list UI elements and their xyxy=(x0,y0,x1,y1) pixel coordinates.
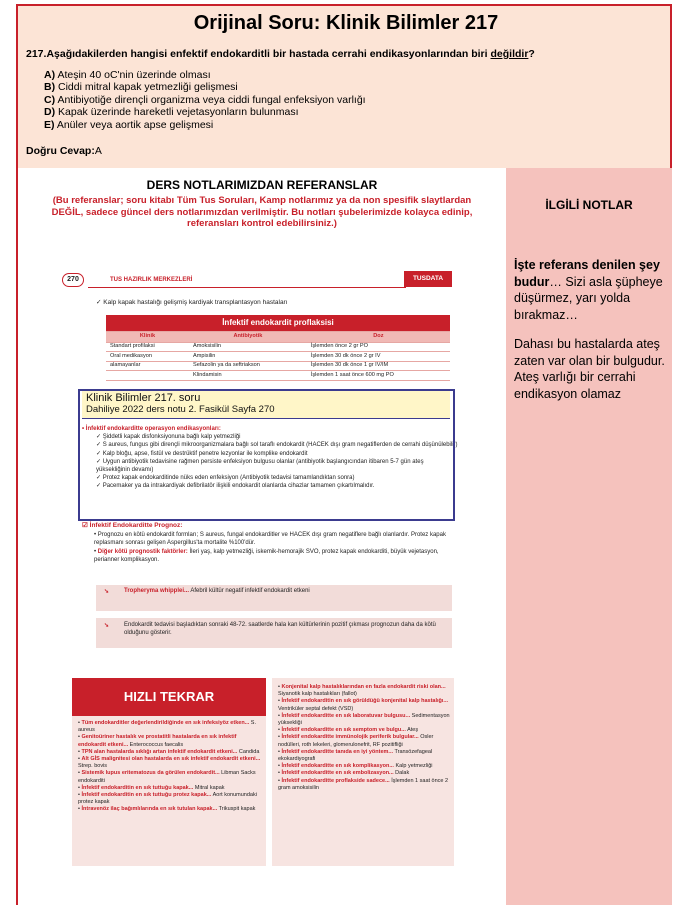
list-item-text: Şiddetli kapak disfonksiyonuna bağlı kalp yetmezliği xyxy=(102,434,241,441)
operation-heading: • İnfektif endokarditte operasyon endikasyonları: xyxy=(82,426,221,432)
option-text: Ciddi mitral kapak yetmezliği gelişmesi xyxy=(58,81,238,94)
answer-label: Doğru Cevap: xyxy=(26,145,95,157)
list-item-answer: Kalp yetmezliği xyxy=(395,763,433,770)
prognosis-heading-text: İnfektif Endokarditte Prognoz: xyxy=(89,522,183,529)
table-cell: İşlemden 30 dk önce 1 gr IV/IM xyxy=(307,361,450,371)
list-item-answer: Mitral kapak xyxy=(194,784,225,791)
info-box xyxy=(96,618,452,648)
references-note: (Bu referanslar; soru kitabı Tüm Tus Soruları, Kamp notlarımız ya da non spesifik slaytlardan DEĞİL, sadece güncel ders notlarımızdan verilmiştir. Bu notları şubelerimizde kolayca edinip, referansları kontrol edebilirsiniz.) xyxy=(51,195,473,229)
list-item-question: İnfektif endokarditte en sık semptom ve bulgu... xyxy=(281,727,406,734)
table-header: Klinik xyxy=(106,331,189,342)
related-notes-paragraph-2: Dahası bu hastalarda ateş zaten var olan bir bulgudur. Ateş varlığı bir cerrahi endikasyon olamaz xyxy=(514,337,665,401)
list-item-answer: Transözefageal ekokardiyografi xyxy=(278,748,433,763)
option-text: Kapak üzerinde hareketli vejetasyonların bulunması xyxy=(58,106,299,119)
table-cell: İşlemden önce 2 gr PO xyxy=(307,342,450,352)
list-item: • TPN alan hastalarda sıklığı artan infektif endokardit etkeni... Candida xyxy=(78,748,260,755)
list-item-text: Protez kapak endokarditinde nüks eden enfeksiyon (Antibiyotik tedavisi tamamlandıktan sonra) xyxy=(102,475,355,482)
option-text: Antibiyotiğe dirençli organizma veya ciddi fungal enfeksiyon varlığı xyxy=(57,93,366,106)
info-box-text: Endokardit tedavisi başladıktan sonraki 48-72. saatlerde hala kan kültürlerinin pozitif çıkması prognozun daha da kötü olduğunu gösterir. xyxy=(124,622,436,636)
list-item-text: S aureus, fungus gibi dirençli mikroorganizmalara bağlı sol taraflı endokardit (HACEK dışı gram negatiflerden de cerrahi düşünülebilir) xyxy=(102,442,458,449)
reference-label xyxy=(82,391,450,419)
list-item: • İnfektif endokarditin en sık tuttuğu protez kapak... Aort konumundaki protez kapak xyxy=(78,792,257,806)
table-header-row xyxy=(106,331,450,342)
list-item-question: İnfektif endokarditte proflakside sadece... xyxy=(281,777,390,784)
list-item: • İnfektif endokarditte proflakside sadece... İşlemden 1 saat önce 2 gram amoksisilin xyxy=(278,777,449,791)
table-cell: Sefazolin ya da seftriakson xyxy=(189,361,307,371)
list-item-question: Sistemik lupus eritematozus da görülen endokardit... xyxy=(81,770,220,777)
quick-review-left xyxy=(72,678,266,866)
list-item-question: Tüm endokarditler değerlendirildiğinde en sık infeksiyöz etken... xyxy=(81,720,250,726)
book-header xyxy=(62,271,456,289)
list-item: • İntravenöz ilaç bağımlılarında en sık tutulan kapak... Trikuspit kapak xyxy=(78,806,256,813)
info-box-text: Afebril kültür negatif infektif endokardit etkeni xyxy=(190,588,310,594)
list-item-text: İleri yaş, kalp yetmezliği, iskemik-hemorajik SVO, protez kapak endokarditi, büyük vejetasyon, perianner komplikasyon. xyxy=(94,548,439,563)
arrow-icon: ➘ xyxy=(104,623,110,629)
table-cell: alamayanlar xyxy=(106,361,189,371)
list-item-answer: Ateş xyxy=(407,727,419,734)
related-notes-title: İLGİLİ NOTLAR xyxy=(545,198,633,212)
list-item: • Alt GİS malignitesi olan hastalarda en sık infektif endokardit etkeni... Strep. bovis xyxy=(78,756,261,770)
book-bullet-line: ✓ Kalp kapak hastalığı gelişmiş kardiyak transplantasyon hastaları xyxy=(96,299,288,306)
table-cell: Standart profilaksi xyxy=(106,342,189,352)
answer-value: A xyxy=(94,145,102,157)
header-divider xyxy=(88,287,406,288)
list-item-answer: Candida xyxy=(238,748,260,755)
list-item: • Konjenital kalp hastalıklarından en fazla endokardit riski olan... Siyanotik kalp hastalıkları (fallot) xyxy=(278,684,446,698)
list-item-answer: Trikuspit kapak xyxy=(218,806,256,813)
arrow-icon: ➘ xyxy=(104,589,110,595)
list-item-question: Genitoüriner hastalık ve prostatitli hastalarda en sık infektif endokardit etkeni... xyxy=(78,734,237,748)
list-item: • Tüm endokarditler değerlendirildiğinde en sık infeksiyöz etken... S. aureus xyxy=(78,720,256,734)
question-stem-text: Aşağıdakilerden hangisi enfektif endokarditli bir hastada cerrahi endikasyonlarından biri xyxy=(46,48,488,60)
list-item-text: Pacemaker ya da intrakardiyak defibrilatör ilişkili endokardit olanlarda cihazlar tamamen çıkartılmalıdır. xyxy=(102,483,375,490)
question-title: Orijinal Soru: Klinik Bilimler 217 xyxy=(193,12,499,34)
list-item: ✓ Uygun antibiyotik tedavisine rağmen persiste enfeksiyon bulgusu olanlar (antibiyotik başlangıcından itibaren 5-7 gün ateş yüksekliğinin devamı) xyxy=(96,458,424,474)
table-cell xyxy=(106,371,189,381)
table-row xyxy=(106,342,450,352)
list-item: ✓ S aureus, fungus gibi dirençli mikroorganizmalara bağlı sol taraflı endokardit (HACEK dışı gram negatiflerden de cerrahi düşünülebilir) xyxy=(96,442,458,449)
reference-label-line-1: Klinik Bilimler 217. soru xyxy=(86,392,201,404)
list-item: • İnfektif endokarditte immünolojik periferik bulgular... Osler nodülleri, roth lekeleri, glomerulonefrit, RF pozitifliği xyxy=(278,734,434,748)
related-notes-pane xyxy=(506,168,672,905)
list-item-answer: Ventriküler septal defekt (VSD) xyxy=(278,705,354,712)
list-item: • İnfektif endokarditte tanıda en iyi yöntem... Transözefageal ekokardiyografi xyxy=(278,748,433,763)
prognosis-heading: ☑ İnfektif Endokarditte Prognoz: xyxy=(82,522,183,529)
list-item: ✓ Pacemaker ya da intrakardiyak defibrilatör ilişkili endokardit olanlarda cihazlar tamamen çıkartılmalıdır. xyxy=(96,483,375,490)
list-item: • Diğer kötü prognostik faktörler: İleri yaş, kalp yetmezliği, iskemik-hemorajik SVO, protez kapak endokarditi, büyük vejetasyon, perianner komplikasyon. xyxy=(94,548,439,563)
list-item-question: İnfektif endokarditin en sık tuttuğu kapak... xyxy=(81,784,194,791)
reference-highlight-box xyxy=(78,389,455,521)
prophylaxis-table xyxy=(106,315,450,381)
list-item-question: İnfektif endokarditte en sık laboratuvar bulgusu... xyxy=(281,712,411,719)
table-caption: İnfektif endokardit proflaksisi xyxy=(106,315,450,331)
list-item-question: İnfektif endokarditte tanıda en iyi yöntem... xyxy=(281,748,394,755)
list-item-question: İnfektif endokarditin en sık görüldüğü konjenital kalp hastalığı... xyxy=(281,698,449,705)
question-stem-end: ? xyxy=(528,48,535,60)
option-letter: C) xyxy=(44,93,56,106)
list-item-answer: Enterococcus faecalis xyxy=(129,741,184,748)
list-item: • İnfektif endokarditte en sık embolizasyon... Dalak xyxy=(278,770,410,777)
list-item: • Prognozu en kötü endokardit formları; S aureus, fungal endokarditler ve HACEK dışı gram negatiflere bağlı olanlardır. Protez kapak replasmanı sonrası gelişen Aspergillus'ta mortalite %100'dür. xyxy=(94,531,446,546)
list-item: • İnfektif endokarditin en sık tuttuğu kapak... Mitral kapak xyxy=(78,784,225,791)
tusdata-logo: TUSDATA xyxy=(404,271,452,287)
list-item-answer: Siyanotik kalp hastalıkları (fallot) xyxy=(278,691,357,698)
list-item: • Genitoüriner hastalık ve prostatitli hastalarda en sık infektif endokardit etkeni... Enterococcus faecalis xyxy=(78,734,237,748)
quick-review-list xyxy=(78,720,262,814)
list-item: • Sistemik lupus eritematozus da görülen endokardit... Libman Sacks endokarditi xyxy=(78,770,256,784)
list-item-answer: Sedimentasyon yüksekliği xyxy=(278,712,450,727)
table-row xyxy=(106,361,450,371)
list-item-answer: Strep. bovis xyxy=(78,763,108,770)
quick-review-title: HIZLI TEKRAR xyxy=(72,678,266,716)
book-page-image xyxy=(60,267,460,867)
list-item-answer: S. aureus xyxy=(78,720,256,734)
book-header-title: TUS HAZIRLIK MERKEZLERİ xyxy=(110,277,193,283)
option-letter: E) xyxy=(44,118,55,131)
info-box-label: Tropheryma whipplei... xyxy=(124,588,190,594)
info-box xyxy=(96,585,452,611)
option-letter: B) xyxy=(44,81,56,94)
option-c xyxy=(44,94,366,106)
option-a xyxy=(44,69,366,81)
option-b xyxy=(44,81,366,93)
table-row xyxy=(106,371,450,381)
table-cell: İşlemden 1 saat önce 600 mg PO xyxy=(307,371,450,381)
table-cell: Ampisilin xyxy=(189,352,307,362)
option-letter: A) xyxy=(44,69,56,81)
table-cell: Klindamisin xyxy=(189,371,307,381)
option-text: Anüler veya aortik apse gelişmesi xyxy=(56,118,214,131)
page-number: 270 xyxy=(62,273,84,287)
list-item-question: Alt GİS malignitesi olan hastalarda en sık infektif endokardit etkeni... xyxy=(81,756,261,763)
question-number: 217. xyxy=(26,48,47,60)
list-item: • İnfektif endokarditte en sık laboratuvar bulgusu... Sedimentasyon yüksekliği xyxy=(278,712,450,727)
related-notes-bold: İşte referans denilen şey budur xyxy=(514,258,660,289)
option-d xyxy=(44,106,366,118)
book-bullet-text: Kalp kapak hastalığı gelişmiş kardiyak transplantasyon hastaları xyxy=(103,299,288,306)
question-stem-emphasis: değildir xyxy=(490,48,529,60)
table-cell: İşlemden 30 dk önce 2 gr IV xyxy=(307,352,450,362)
list-item-answer: Osler nodülleri, roth lekeleri, glomerulonefrit, RF pozitifliği xyxy=(278,734,434,748)
option-letter: D) xyxy=(44,106,56,119)
question-stem xyxy=(26,48,666,60)
option-e xyxy=(44,119,366,131)
quick-review-right xyxy=(272,678,454,866)
list-item-question: İnfektif endokarditte en sık komplikasyon... xyxy=(281,763,394,770)
list-item-answer: Libman Sacks endokarditi xyxy=(78,770,256,784)
table-row xyxy=(106,352,450,362)
list-item-question: TPN alan hastalarda sıklığı artan infektif endokardit etkeni... xyxy=(81,748,238,755)
list-item-answer: Aort konumundaki protez kapak xyxy=(78,792,257,806)
question-options xyxy=(44,69,366,131)
prognosis-section xyxy=(82,522,458,565)
correct-answer xyxy=(26,145,102,157)
list-item: • İnfektif endokarditte en sık semptom ve bulgu... Ateş xyxy=(278,727,419,734)
list-item-question: İnfektif endokarditte en sık embolizasyon... xyxy=(281,770,394,777)
list-item-answer: Dalak xyxy=(395,770,410,777)
list-item-answer: İşlemden 1 saat önce 2 gram amoksisilin xyxy=(278,777,449,791)
operation-heading-text: İnfektif endokarditte operasyon endikasyonları: xyxy=(85,426,221,432)
list-item-question: İnfektif endokarditin en sık tuttuğu protez kapak... xyxy=(81,792,212,799)
related-notes-paragraph-1 xyxy=(514,257,666,323)
list-item: ✓ Şiddetli kapak disfonksiyonuna bağlı kalp yetmezliği xyxy=(96,434,241,441)
option-text: Ateşin 40 oC'nin üzerinde olması xyxy=(57,69,211,81)
table-cell: Amoksisilin xyxy=(189,342,307,352)
list-item-question: Konjenital kalp hastalıklarından en fazla endokardit riski olan... xyxy=(281,684,446,690)
table-cell: Oral medikasyon xyxy=(106,352,189,362)
list-item-text: Uygun antibiyotik tedavisine rağmen persiste enfeksiyon bulgusu olanlar (antibiyotik başlangıcından itibaren 5-7 gün ateş yüksekliğinin devamı) xyxy=(96,458,424,474)
list-item-question: İntravenöz ilaç bağımlılarında en sık tutulan kapak... xyxy=(81,806,218,813)
quick-review-list xyxy=(278,684,450,792)
table-header: Antibiyotik xyxy=(189,331,307,342)
list-item-text: Kalp bloğu, apse, fistül ve destrüktif penetre lezyonlar ile komplike endokardit xyxy=(102,450,308,457)
references-title: DERS NOTLARIMIZDAN REFERANSLAR xyxy=(146,178,378,192)
list-item: • İnfektif endokarditin en sık görüldüğü konjenital kalp hastalığı... Ventriküler septal defekt (VSD) xyxy=(278,698,449,712)
list-item: ✓ Protez kapak endokarditinde nüks eden enfeksiyon (Antibiyotik tedavisi tamamlandıktan sonra) xyxy=(96,475,355,482)
table-header: Doz xyxy=(307,331,450,342)
related-notes-rest: … Sizi asla şüpheye düşürmez, yarı yolda bırakmaz… xyxy=(514,274,663,322)
reference-label-line-2: Dahiliye 2022 ders notu 2. Fasikül Sayfa 270 xyxy=(86,404,275,415)
list-item: • İnfektif endokarditte en sık komplikasyon... Kalp yetmezliği xyxy=(278,763,433,770)
list-item-label: Diğer kötü prognostik faktörler: xyxy=(97,548,188,555)
list-item-question: İnfektif endokarditte immünolojik periferik bulgular... xyxy=(281,734,419,741)
list-item: ✓ Kalp bloğu, apse, fistül ve destrüktif penetre lezyonlar ile komplike endokardit xyxy=(96,450,308,457)
list-item-text: Prognozu en kötü endokardit formları; S aureus, fungal endokarditler ve HACEK dışı gram negatiflere bağlı olanlardır. Protez kapak replasmanı sonrası gelişen Aspergillus'ta mortalite %100'dür. xyxy=(94,531,446,546)
